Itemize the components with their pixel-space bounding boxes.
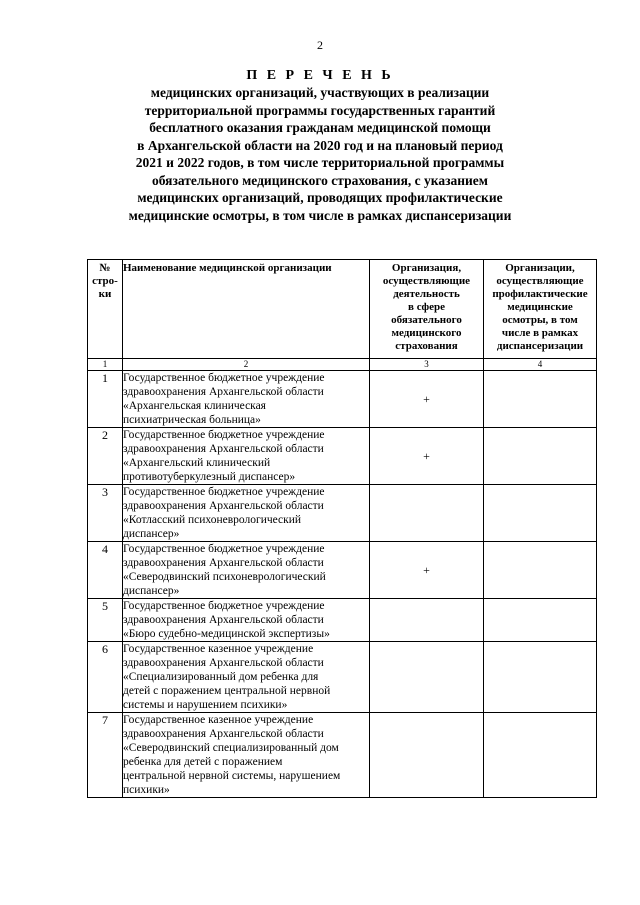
preventive-mark <box>484 371 597 428</box>
preventive-mark <box>484 599 597 642</box>
table-row <box>88 642 597 713</box>
oms-mark <box>370 485 484 542</box>
header-organization-name: Наименование медицинской организации <box>123 260 370 359</box>
column-index: 2 <box>123 359 370 371</box>
subtitle-line: территориальной программы государственных гарантий <box>144 102 496 118</box>
table-row <box>88 371 597 428</box>
column-index: 1 <box>88 359 123 371</box>
row-number: 6 <box>88 642 123 713</box>
preventive-mark <box>484 713 597 798</box>
organization-name: Государственное бюджетное учреждение здравоохранения Архангельской области «Архангельский клинический противотуберкулезный диспансер» <box>123 428 370 485</box>
table-header-row <box>88 260 597 359</box>
oms-mark <box>370 599 484 642</box>
organization-name: Государственное бюджетное учреждение здравоохранения Архангельской области «Котласский психоневрологический диспансер» <box>123 485 370 542</box>
oms-mark <box>370 713 484 798</box>
column-index: 3 <box>370 359 484 371</box>
organization-name: Государственное бюджетное учреждение здравоохранения Архангельской области «Бюро судебно-медицинской экспертизы» <box>123 599 370 642</box>
row-number: 4 <box>88 542 123 599</box>
organization-name: Государственное казенное учреждение здравоохранения Архангельской области «Специализированный дом ребенка для детей с поражением центральной нервной системы и нарушением психики» <box>123 642 370 713</box>
subtitle-line: медицинских организаций, участвующих в реализации <box>150 85 490 100</box>
table-row <box>88 485 597 542</box>
table-row <box>88 713 597 798</box>
subtitle-line: 2021 и 2022 годов, в том числе территориальной программы <box>135 155 505 170</box>
preventive-mark <box>484 542 597 599</box>
header-oms-participation: Организация, осуществляющие деятельность в сфере обязательного медицинского страхования <box>370 260 484 359</box>
organization-name: Государственное бюджетное учреждение здравоохранения Архангельской области «Архангельская клиническая психиатрическая больница» <box>123 371 370 428</box>
row-number: 5 <box>88 599 123 642</box>
oms-mark: + <box>370 542 484 599</box>
table-row <box>88 428 597 485</box>
organizations-table <box>87 259 597 798</box>
row-number: 2 <box>88 428 123 485</box>
header-row-number: № стро- ки <box>88 260 123 359</box>
preventive-mark <box>484 642 597 713</box>
column-index: 4 <box>484 359 597 371</box>
organization-name: Государственное казенное учреждение здравоохранения Архангельской области «Северодвинский специализированный дом ребенка для детей с поражением центральной нервной системы, нарушением психики» <box>123 713 370 798</box>
oms-mark: + <box>370 371 484 428</box>
subtitle-line: в Архангельской области на 2020 год и на плановый период <box>137 137 503 153</box>
document-title: П Е Р Е Ч Е Н Ь <box>246 68 394 83</box>
page-number: 2 <box>317 38 323 52</box>
subtitle-line: медицинские осмотры, в том числе в рамках диспансеризации <box>128 207 512 223</box>
organization-name: Государственное бюджетное учреждение здравоохранения Архангельской области «Северодвинский психоневрологический диспансер» <box>123 542 370 599</box>
row-number: 7 <box>88 713 123 798</box>
subtitle-line: обязательного медицинского страхования, с указанием <box>152 172 488 188</box>
table-row <box>88 542 597 599</box>
row-number: 1 <box>88 371 123 428</box>
preventive-mark <box>484 485 597 542</box>
oms-mark <box>370 642 484 713</box>
document-subtitle <box>95 84 545 224</box>
subtitle-line: медицинских организаций, проводящих профилактические <box>137 190 503 205</box>
subtitle-line: бесплатного оказания гражданам медицинской помощи <box>149 120 491 135</box>
oms-mark: + <box>370 428 484 485</box>
table-row <box>88 599 597 642</box>
row-number: 3 <box>88 485 123 542</box>
header-preventive-exams: Организации, осуществляющие профилактические медицинские осмотры, в том числе в рамках диспансеризации <box>484 260 597 359</box>
preventive-mark <box>484 428 597 485</box>
column-index-row <box>88 359 597 371</box>
